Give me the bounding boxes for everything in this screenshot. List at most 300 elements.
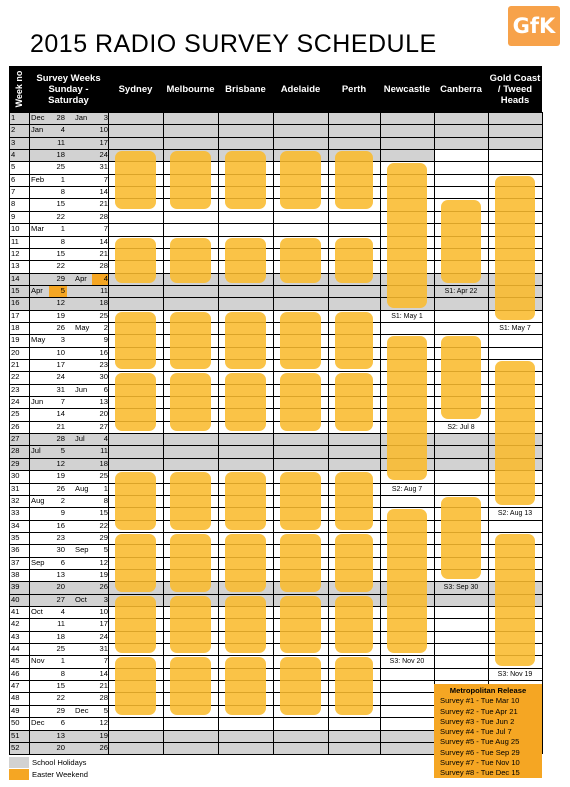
saturday-day: 24 [99, 631, 108, 641]
saturday-day: 31 [99, 162, 108, 172]
sunday-day: 18 [56, 631, 65, 641]
metro-survey-5 [225, 472, 266, 530]
metropolitan-release-item: Survey #6 - Tue Sep 29 [440, 747, 520, 757]
market-header-3: Brisbane [225, 83, 266, 95]
metropolitan-release-box [434, 684, 542, 778]
table-row [9, 483, 542, 495]
saturday-day: 10 [99, 125, 108, 135]
metro-survey-4 [225, 373, 266, 431]
metropolitan-release-list [434, 696, 542, 778]
week-number: 31 [11, 483, 20, 493]
row-divider [9, 149, 542, 150]
row-divider [9, 495, 542, 496]
sunday-day: 1 [60, 174, 65, 184]
metro-survey-5 [280, 472, 321, 530]
saturday-day: 20 [99, 409, 108, 419]
saturday-day: 21 [99, 248, 108, 258]
table-row [9, 433, 542, 445]
week-number: 22 [11, 372, 20, 382]
metro-survey-4 [335, 373, 373, 431]
table-row [9, 310, 542, 322]
column-divider [163, 112, 164, 754]
table-row [9, 618, 542, 630]
metro-survey-5 [170, 472, 211, 530]
saturday-day: 6 [103, 384, 108, 394]
column-divider [9, 112, 10, 754]
metro-survey-6 [280, 534, 321, 592]
saturday-day: 23 [99, 360, 108, 369]
week-number: 7 [11, 187, 16, 197]
week-number: 27 [11, 434, 20, 444]
table-row [9, 445, 542, 457]
table-row [9, 594, 542, 606]
week-number: 2 [11, 125, 16, 135]
sunday-day: 18 [56, 150, 65, 160]
week-no-header: Week no [14, 70, 24, 108]
saturday-month: Oct [75, 594, 87, 604]
saturday-day: 18 [99, 458, 108, 468]
week-number: 3 [11, 137, 16, 147]
table-row [9, 137, 542, 149]
canberra-release-3: S3: Sep 30 [443, 584, 479, 592]
sunday-month: Jul [31, 446, 41, 456]
saturday-day: 28 [99, 261, 108, 271]
sunday-day: 15 [56, 681, 65, 691]
saturday-day: 7 [103, 224, 108, 234]
sunday-day: 13 [56, 569, 65, 579]
metro-survey-8 [225, 657, 266, 715]
saturday-month: Dec [75, 705, 89, 715]
sunday-day: 27 [56, 594, 65, 604]
sunday-month: Dec [31, 718, 45, 728]
row-divider [9, 124, 542, 125]
week-number: 42 [11, 619, 20, 629]
saturday-day: 3 [103, 594, 108, 604]
column-divider [488, 112, 489, 754]
week-number: 18 [11, 322, 20, 332]
sunday-day: 12 [56, 298, 65, 308]
row-divider [9, 643, 542, 644]
sunday-day: 4 [60, 607, 65, 616]
row-divider [9, 161, 542, 162]
sunday-day: 5 [60, 446, 65, 456]
week-number: 34 [11, 520, 20, 530]
newcastle-release-1: S1: May 1 [391, 312, 423, 320]
sunday-day: 26 [56, 483, 65, 493]
saturday-day: 9 [103, 335, 108, 345]
sunday-day: 10 [56, 347, 65, 357]
week-number: 30 [11, 471, 20, 481]
sunday-month: May [31, 335, 46, 345]
row-divider [9, 198, 542, 199]
sunday-day: 1 [60, 224, 65, 234]
saturday-day: 17 [99, 137, 108, 147]
row-divider [9, 483, 542, 484]
week-number: 52 [11, 742, 20, 752]
canberra-release-2: S2: Jul 8 [447, 423, 475, 431]
market-header-1: Sydney [118, 83, 153, 95]
week-number: 26 [11, 421, 20, 431]
sunday-day: 22 [56, 211, 65, 221]
row-divider [9, 680, 542, 681]
metro-survey-3 [335, 312, 373, 370]
week-number: 6 [11, 174, 16, 184]
market-header-2: Melbourne [166, 83, 215, 95]
metro-survey-4 [115, 373, 156, 431]
sunday-day: 19 [56, 471, 65, 481]
sunday-month: Jan [31, 125, 44, 135]
week-number: 13 [11, 261, 20, 271]
column-divider [328, 112, 329, 754]
saturday-day: 18 [99, 298, 108, 308]
sunday-month: Oct [31, 607, 43, 616]
metro-survey-6 [225, 534, 266, 592]
week-number: 20 [11, 347, 20, 357]
metro-survey-5 [115, 472, 156, 530]
sunday-month: Sep [31, 557, 45, 567]
sunday-day: 6 [60, 557, 65, 567]
saturday-day: 24 [99, 150, 108, 160]
gold-coast-survey-3 [495, 534, 535, 666]
saturday-day: 5 [103, 705, 108, 715]
sunday-day: 22 [56, 261, 65, 271]
gfk-logo [508, 6, 560, 46]
logo-text: GfK [512, 14, 556, 38]
row-divider [9, 606, 542, 607]
metro-survey-4 [280, 373, 321, 431]
sunday-day: 3 [60, 335, 65, 345]
week-number: 8 [11, 199, 16, 209]
week-number: 29 [11, 458, 20, 468]
sunday-day: 8 [60, 668, 65, 678]
metro-survey-6 [115, 534, 156, 592]
week-number: 35 [11, 532, 20, 542]
metro-survey-2 [170, 238, 211, 283]
metro-survey-8 [280, 657, 321, 715]
saturday-month: Jan [75, 113, 88, 122]
gold-coast-survey-2 [495, 361, 535, 505]
table-row [9, 606, 542, 618]
table-row [9, 161, 542, 173]
metro-survey-8 [115, 657, 156, 715]
canberra-survey-1 [441, 200, 481, 282]
saturday-day: 25 [99, 471, 108, 481]
row-divider [9, 655, 542, 656]
row-divider [9, 322, 542, 323]
newcastle-release-2: S2: Aug 7 [391, 485, 423, 493]
week-number: 15 [11, 285, 20, 295]
row-divider [9, 668, 542, 669]
saturday-day: 22 [99, 520, 108, 530]
sunday-day: 29 [56, 705, 65, 715]
school-holidays-swatch [9, 757, 29, 768]
sunday-day: 5 [60, 285, 65, 295]
sunday-day: 15 [56, 248, 65, 258]
saturday-day: 11 [100, 446, 108, 456]
week-number: 40 [11, 594, 20, 604]
metropolitan-release-title: Metropolitan Release [449, 686, 527, 695]
saturday-month: Jun [75, 384, 88, 394]
metro-survey-7 [115, 596, 156, 654]
row-divider [9, 334, 542, 335]
table-row [9, 322, 542, 334]
sunday-saturday-label: Sunday - Saturday [48, 83, 89, 106]
saturday-day: 30 [99, 372, 108, 382]
week-number: 43 [11, 631, 20, 641]
page-title: 2015 RADIO SURVEY SCHEDULE [30, 30, 437, 58]
saturday-month: Sep [75, 545, 89, 555]
table-row [9, 149, 542, 161]
sunday-day: 9 [60, 508, 65, 518]
sunday-day: 19 [56, 310, 65, 320]
week-number: 10 [11, 224, 20, 234]
table-row [9, 186, 542, 198]
week-number: 45 [11, 656, 20, 666]
sunday-month: Apr [31, 285, 43, 295]
row-divider [9, 458, 542, 459]
row-divider [9, 112, 542, 113]
metro-survey-8 [335, 657, 373, 715]
saturday-day: 26 [99, 742, 108, 752]
column-divider [29, 112, 30, 754]
sunday-day: 1 [60, 656, 65, 666]
sunday-month: Dec [31, 113, 45, 122]
table-row [9, 655, 542, 667]
week-number: 23 [11, 384, 20, 394]
saturday-month: Aug [75, 483, 89, 493]
gold-coast-release-3: S3: Nov 19 [497, 670, 533, 678]
saturday-day: 4 [103, 434, 108, 444]
week-number: 44 [11, 644, 20, 654]
school-holidays-label: School Holidays [32, 758, 87, 767]
sunday-day: 8 [60, 187, 65, 197]
sunday-day: 20 [56, 582, 65, 592]
newcastle-survey-2 [387, 336, 427, 480]
week-number: 28 [11, 446, 20, 456]
saturday-day: 31 [99, 644, 108, 654]
saturday-day: 3 [103, 113, 108, 122]
sunday-month: Mar [31, 224, 45, 234]
saturday-day: 25 [99, 310, 108, 320]
sunday-day: 25 [56, 644, 65, 654]
metropolitan-release-item: Survey #5 - Tue Aug 25 [440, 737, 520, 747]
metro-survey-1 [170, 151, 211, 209]
saturday-day: 2 [103, 322, 108, 332]
easter-weekend-swatch [9, 769, 29, 780]
week-number: 41 [11, 607, 20, 616]
survey-weeks-header [29, 66, 108, 112]
sunday-day: 12 [56, 458, 65, 468]
saturday-day: 14 [99, 187, 108, 197]
market-header-7: Canberra [440, 83, 482, 95]
sunday-day: 16 [56, 520, 65, 530]
saturday-day: 21 [99, 199, 108, 209]
saturday-day: 17 [99, 619, 108, 629]
saturday-day: 16 [99, 347, 108, 357]
saturday-day: 12 [99, 718, 108, 728]
metropolitan-release-item: Survey #2 - Tue Apr 21 [440, 706, 518, 716]
metro-survey-1 [225, 151, 266, 209]
week-number: 49 [11, 705, 20, 715]
saturday-day: 14 [99, 236, 108, 246]
saturday-day: 4 [103, 273, 108, 283]
gold-coast-release-2: S2: Aug 13 [497, 510, 533, 518]
table-row [9, 112, 542, 124]
metro-survey-7 [170, 596, 211, 654]
metro-survey-3 [170, 312, 211, 370]
metropolitan-release-item: Survey #1 - Tue Mar 10 [440, 696, 520, 706]
metro-survey-2 [225, 238, 266, 283]
metro-survey-6 [335, 534, 373, 592]
table-row [9, 124, 542, 136]
canberra-release-1: S1: Apr 22 [444, 287, 478, 295]
table-row [9, 470, 542, 482]
metro-survey-1 [280, 151, 321, 209]
week-number: 36 [11, 545, 20, 555]
table-row [9, 668, 542, 680]
sunday-day: 22 [56, 693, 65, 703]
week-number: 9 [11, 211, 16, 221]
metro-survey-8 [170, 657, 211, 715]
sunday-day: 31 [56, 384, 65, 394]
sunday-day: 11 [57, 137, 65, 147]
row-divider [9, 445, 542, 446]
week-number: 21 [11, 360, 20, 369]
canberra-survey-2 [441, 336, 481, 418]
sunday-day: 13 [56, 730, 65, 740]
week-number: 24 [11, 397, 20, 407]
metropolitan-release-item: Survey #4 - Tue Jul 7 [440, 727, 512, 737]
metro-survey-7 [335, 596, 373, 654]
metro-survey-2 [280, 238, 321, 283]
survey-weeks-label: Survey Weeks [36, 72, 101, 84]
newcastle-release-3: S3: Nov 20 [389, 658, 425, 666]
column-divider [273, 112, 274, 754]
sunday-day: 6 [60, 718, 65, 728]
saturday-day: 26 [99, 582, 108, 592]
saturday-day: 28 [99, 693, 108, 703]
saturday-day: 29 [99, 532, 108, 542]
metro-survey-7 [225, 596, 266, 654]
saturday-day: 10 [99, 607, 108, 616]
market-header-6: Newcastle [383, 83, 431, 95]
week-number: 5 [11, 162, 16, 172]
week-number: 37 [11, 557, 20, 567]
sunday-month: Aug [31, 495, 45, 505]
week-number: 47 [11, 681, 20, 691]
week-number: 4 [11, 150, 16, 160]
sunday-day: 25 [56, 162, 65, 172]
week-number: 19 [11, 335, 20, 345]
market-header-8: Gold Coast / Tweed Heads [489, 72, 541, 106]
metro-survey-3 [225, 312, 266, 370]
sunday-day: 30 [56, 545, 65, 555]
sunday-day: 29 [56, 273, 65, 283]
saturday-day: 1 [103, 483, 108, 493]
column-divider [218, 112, 219, 754]
gold-coast-release-1: S1: May 7 [499, 324, 531, 332]
saturday-day: 12 [99, 557, 108, 567]
sunday-day: 11 [57, 619, 65, 629]
saturday-day: 7 [103, 656, 108, 666]
column-divider [542, 112, 543, 754]
saturday-day: 13 [99, 397, 108, 407]
week-number: 33 [11, 508, 20, 518]
week-number: 14 [11, 273, 20, 283]
metro-survey-5 [335, 472, 373, 530]
table-row [9, 631, 542, 643]
week-number: 32 [11, 495, 20, 505]
sunday-day: 15 [56, 199, 65, 209]
metro-survey-3 [280, 312, 321, 370]
week-number: 38 [11, 569, 20, 579]
metro-survey-2 [335, 238, 373, 283]
metro-survey-1 [115, 151, 156, 209]
saturday-day: 19 [99, 569, 108, 579]
metro-survey-1 [335, 151, 373, 209]
saturday-day: 14 [99, 668, 108, 678]
row-divider [9, 310, 542, 311]
sunday-day: 4 [60, 125, 65, 135]
market-header-5: Perth [341, 83, 367, 95]
saturday-month: Jul [75, 434, 85, 444]
metro-survey-4 [170, 373, 211, 431]
sunday-day: 2 [60, 495, 65, 505]
week-number: 17 [11, 310, 20, 320]
saturday-day: 7 [103, 174, 108, 184]
saturday-day: 21 [99, 681, 108, 691]
row-divider [9, 137, 542, 138]
week-number: 12 [11, 248, 20, 258]
week-number: 48 [11, 693, 20, 703]
saturday-day: 5 [103, 545, 108, 555]
metropolitan-release-item: Survey #8 - Tue Dec 15 [440, 768, 520, 778]
sunday-month: Nov [31, 656, 45, 666]
sunday-day: 24 [56, 372, 65, 382]
saturday-day: 8 [103, 495, 108, 505]
row-divider [9, 470, 542, 471]
gold-coast-survey-1 [495, 176, 535, 320]
row-divider [9, 618, 542, 619]
sunday-day: 17 [56, 360, 65, 369]
sunday-day: 20 [56, 742, 65, 752]
market-header-4: Adelaide [280, 83, 321, 95]
sunday-day: 7 [60, 397, 65, 407]
week-number: 51 [11, 730, 20, 740]
sunday-day: 14 [56, 409, 65, 419]
week-number: 39 [11, 582, 20, 592]
row-divider [9, 174, 542, 175]
newcastle-survey-3 [387, 509, 427, 653]
week-number: 25 [11, 409, 20, 419]
sunday-month: Jun [31, 397, 44, 407]
saturday-month: Apr [75, 273, 87, 283]
week-number: 11 [11, 236, 19, 246]
metro-survey-3 [115, 312, 156, 370]
metro-survey-6 [170, 534, 211, 592]
sunday-day: 23 [56, 532, 65, 542]
saturday-month: May [75, 322, 90, 332]
week-number: 1 [11, 113, 16, 122]
metro-survey-7 [280, 596, 321, 654]
sunday-day: 8 [60, 236, 65, 246]
saturday-day: 27 [99, 421, 108, 431]
week-number: 46 [11, 668, 20, 678]
sunday-day: 28 [56, 113, 65, 122]
saturday-day: 19 [99, 730, 108, 740]
metro-survey-2 [115, 238, 156, 283]
sunday-month: Feb [31, 174, 45, 184]
